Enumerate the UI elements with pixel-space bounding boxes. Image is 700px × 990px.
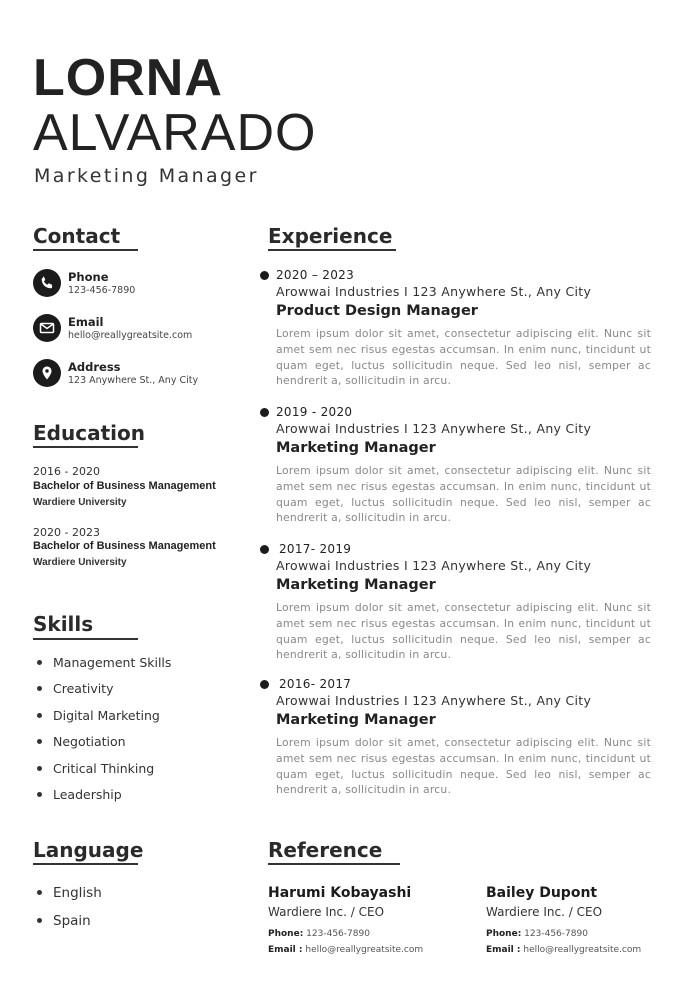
reference-org: Wardiere Inc. / CEO [268, 905, 385, 919]
experience-description: Lorem ipsum dolor sit amet, consectetur adipiscing elit. Nunc sit amet sem nec risus egestas accumsan. In enim nunc, tincidunt ut quam eget, luctus sollicitudin neque. Sed leo nisl, semper ac hendrerit a, sollicitudin in arcu. [276, 736, 651, 797]
skill-item: Leadership [37, 787, 122, 802]
bullet-icon [37, 713, 42, 718]
contact-address-value: 123 Anywhere St., Any City [68, 375, 199, 386]
bullet-icon [37, 660, 42, 665]
reference-heading-underline [268, 863, 400, 865]
contact-address-label: Address [68, 360, 121, 374]
education-school: Wardiere University [33, 497, 127, 508]
bullet-icon [37, 890, 42, 895]
language-item: English [37, 885, 102, 901]
education-years: 2016 - 2020 [33, 465, 100, 478]
education-years: 2020 - 2023 [33, 526, 100, 539]
reference-heading: Reference [268, 838, 383, 862]
education-degree: Bachelor of Business Management [33, 540, 216, 552]
reference-phone: Phone: 123-456-7890 [486, 929, 588, 939]
location-pin-icon [33, 359, 61, 387]
job-title: Marketing Manager [34, 165, 259, 187]
contact-email [33, 314, 233, 348]
reference-email: Email : hello@reallygreatsite.com [486, 945, 642, 955]
experience-description: Lorem ipsum dolor sit amet, consectetur adipiscing elit. Nunc sit amet sem nec risus egestas accumsan. In enim nunc, tincidunt ut quam eget, luctus sollicitudin neque. Sed leo nisl, semper ac hendrerit a, sollicitudin in arcu. [276, 327, 651, 388]
reference-email: Email : hello@reallygreatsite.com [268, 945, 424, 955]
bullet-icon [37, 686, 42, 691]
experience-heading: Experience [268, 224, 393, 248]
timeline-dot [260, 408, 269, 417]
contact-address [33, 359, 233, 393]
contact-heading-underline [33, 249, 138, 251]
language-heading: Language [33, 838, 144, 862]
skill-item: Management Skills [37, 655, 171, 670]
contact-heading: Contact [33, 224, 121, 248]
skill-item: Critical Thinking [37, 761, 154, 776]
reference-name: Harumi Kobayashi [268, 885, 412, 901]
timeline-dot [260, 271, 269, 280]
contact-phone [33, 269, 233, 303]
reference-phone: Phone: 123-456-7890 [268, 929, 370, 939]
timeline-dot [260, 545, 269, 554]
phone-icon [33, 269, 61, 297]
bullet-icon [37, 792, 42, 797]
experience-years: 2017- 2019 [279, 542, 352, 556]
timeline-dot [260, 680, 269, 689]
bullet-icon [37, 739, 42, 744]
education-school: Wardiere University [33, 557, 127, 568]
email-icon [33, 314, 61, 342]
education-degree: Bachelor of Business Management [33, 480, 216, 492]
experience-heading-underline [268, 249, 396, 251]
skills-heading: Skills [33, 612, 94, 636]
experience-company: Arowwai Industries I 123 Anywhere St., Any City [276, 693, 592, 708]
experience-company: Arowwai Industries I 123 Anywhere St., Any City [276, 558, 592, 573]
contact-email-value: hello@reallygreatsite.com [68, 330, 193, 341]
experience-company: Arowwai Industries I 123 Anywhere St., Any City [276, 284, 592, 299]
experience-years: 2020 – 2023 [276, 268, 355, 282]
reference-name: Bailey Dupont [486, 885, 598, 901]
experience-role: Marketing Manager [276, 712, 436, 728]
language-item: Spain [37, 913, 91, 929]
reference-org: Wardiere Inc. / CEO [486, 905, 603, 919]
experience-role: Marketing Manager [276, 440, 436, 456]
experience-years: 2016- 2017 [279, 677, 352, 691]
skill-item: Creativity [37, 681, 114, 696]
experience-role: Marketing Manager [276, 577, 436, 593]
skill-item: Digital Marketing [37, 708, 160, 723]
experience-description: Lorem ipsum dolor sit amet, consectetur adipiscing elit. Nunc sit amet sem nec risus egestas accumsan. In enim nunc, tincidunt ut quam eget, luctus sollicitudin neque. Sed leo nisl, semper ac hendrerit a, sollicitudin in arcu. [276, 464, 651, 525]
language-heading-underline [33, 863, 138, 865]
experience-description: Lorem ipsum dolor sit amet, consectetur adipiscing elit. Nunc sit amet sem nec risus egestas accumsan. In enim nunc, tincidunt ut quam eget, luctus sollicitudin neque. Sed leo nisl, semper ac hendrerit a, sollicitudin in arcu. [276, 601, 651, 662]
contact-phone-label: Phone [68, 270, 109, 284]
bullet-icon [37, 766, 42, 771]
skills-heading-underline [33, 638, 138, 640]
first-name: LORNA [33, 49, 223, 107]
experience-company: Arowwai Industries I 123 Anywhere St., Any City [276, 421, 592, 436]
experience-years: 2019 - 2020 [276, 405, 353, 419]
skill-item: Negotiation [37, 734, 126, 749]
last-name: ALVARADO [33, 104, 317, 162]
experience-role: Product Design Manager [276, 303, 478, 319]
education-heading: Education [33, 421, 145, 445]
contact-email-label: Email [68, 315, 104, 329]
contact-phone-value: 123-456-7890 [68, 285, 136, 296]
education-heading-underline [33, 446, 138, 448]
bullet-icon [37, 918, 42, 923]
